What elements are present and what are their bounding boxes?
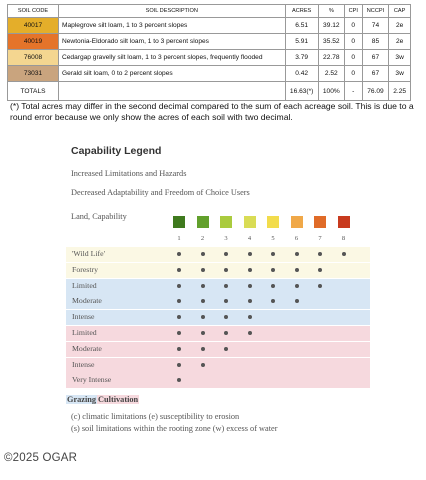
soil-code: 76008 — [8, 50, 59, 66]
legend-row — [66, 279, 370, 294]
soil-nccpi: 67 — [362, 50, 389, 66]
totals-nccpi: 76.09 — [362, 82, 389, 101]
soil-description: Gerald silt loam, 0 to 2 percent slopes — [59, 66, 286, 82]
legend-row — [66, 247, 370, 262]
legend-dot — [201, 363, 205, 367]
soil-table — [7, 4, 411, 101]
capability-class-number: 7 — [318, 235, 322, 242]
soil-nccpi: 67 — [362, 66, 389, 82]
legend-row-label: Limited — [72, 280, 97, 290]
soil-table-header — [8, 5, 411, 18]
legend-dot — [248, 315, 252, 319]
legend-row — [66, 310, 370, 325]
legend-dot — [271, 268, 275, 272]
legend-title: Capability Legend — [71, 145, 162, 157]
grazing-cultivation-key — [66, 395, 139, 404]
legend-row — [66, 326, 370, 341]
soil-acres: 3.79 — [285, 50, 318, 66]
legend-dot — [224, 284, 228, 288]
legend-footnote-soil: (s) soil limitations within the rooting zone (w) excess of water — [71, 424, 278, 433]
capability-class-number: 4 — [247, 235, 252, 242]
legend-dot — [177, 315, 181, 319]
capability-class-number: 5 — [271, 235, 275, 242]
legend-dot — [248, 299, 252, 303]
soil-cap: 3w — [389, 50, 411, 66]
header-percent: % — [318, 5, 344, 18]
legend-row-label: Intense — [72, 312, 95, 322]
capability-class-swatch — [244, 216, 256, 228]
soil-cap: 2e — [389, 18, 411, 34]
totals-row — [8, 82, 411, 101]
legend-dot — [295, 252, 299, 256]
totals-description — [59, 82, 286, 101]
soil-code: 40019 — [8, 34, 59, 50]
capability-class-swatch — [338, 216, 350, 228]
legend-dot — [224, 315, 228, 319]
legend-row — [66, 342, 370, 357]
legend-dot — [177, 268, 181, 272]
capability-class-number: 8 — [341, 235, 346, 242]
soil-cpi: 0 — [344, 50, 362, 66]
legend-dot — [271, 284, 275, 288]
soil-cpi: 0 — [344, 34, 362, 50]
legend-dot — [177, 252, 181, 256]
legend-dot — [201, 252, 205, 256]
capability-class-number: 3 — [224, 235, 228, 242]
soil-row — [8, 66, 411, 82]
legend-dot — [177, 299, 181, 303]
legend-dot — [201, 299, 205, 303]
soil-percent: 35.52 — [318, 34, 344, 50]
legend-dot — [295, 268, 299, 272]
legend-dot — [295, 299, 299, 303]
legend-row-label: Very Intense — [72, 375, 112, 385]
soil-code: 73031 — [8, 66, 59, 82]
header-nccpi: NCCPI — [362, 5, 389, 18]
soil-cap: 2e — [389, 34, 411, 50]
legend-dot — [224, 299, 228, 303]
legend-dot — [318, 252, 322, 256]
legend-row-label: Moderate — [72, 343, 102, 353]
capability-class-swatch — [220, 216, 232, 228]
legend-dot — [342, 252, 346, 256]
soil-row — [8, 50, 411, 66]
legend-adaptability-text: Decreased Adaptability and Freedom of Choice Users — [71, 188, 250, 197]
legend-dot — [224, 347, 228, 351]
header-soil-code: SOIL CODE — [8, 5, 59, 18]
legend-dot — [177, 331, 181, 335]
soil-cap: 3w — [389, 66, 411, 82]
legend-row — [66, 263, 370, 278]
totals-cpi: - — [344, 82, 362, 101]
soil-percent: 39.12 — [318, 18, 344, 34]
legend-row-label: 'Wild Life' — [72, 249, 106, 258]
legend-dot — [177, 363, 181, 367]
capability-class-number: 2 — [200, 235, 205, 242]
legend-dot — [248, 284, 252, 288]
legend-dot — [224, 252, 228, 256]
soil-description: Newtonia-Eldorado silt loam, 1 to 3 percent slopes — [59, 34, 286, 50]
soil-description: Cedargap gravelly silt loam, 1 to 3 percent slopes, frequently flooded — [59, 50, 286, 66]
legend-limitations-text: Increased Limitations and Hazards — [71, 169, 187, 178]
legend-dot — [201, 284, 205, 288]
totals-percent: 100% — [318, 82, 344, 101]
legend-dot — [201, 268, 205, 272]
soil-row — [8, 18, 411, 34]
capability-class-swatch — [267, 216, 279, 228]
legend-dot — [295, 284, 299, 288]
totals-acres: 16.63(*) — [285, 82, 318, 101]
capability-class-swatch — [173, 216, 185, 228]
legend-row — [66, 373, 370, 388]
legend-row-label: Intense — [72, 359, 95, 369]
totals-cap: 2.25 — [389, 82, 411, 101]
legend-dot — [201, 315, 205, 319]
copyright-watermark: ©2025 OGAR — [4, 452, 78, 464]
soil-percent: 22.78 — [318, 50, 344, 66]
soil-cpi: 0 — [344, 18, 362, 34]
legend-row-label: Moderate — [72, 296, 102, 306]
rounding-note: (*) Total acres may differ in the second decimal compared to the sum of each acreage soil. This is due to a round error because we only show the acres of each soil with two decimal. — [10, 101, 414, 122]
soil-cpi: 0 — [344, 66, 362, 82]
legend-dot — [248, 268, 252, 272]
legend-row — [66, 294, 370, 309]
legend-row-label: Forestry — [72, 264, 98, 274]
soil-code: 40017 — [8, 18, 59, 34]
legend-land-capability-label: Land, Capability — [71, 212, 127, 221]
legend-dot — [224, 331, 228, 335]
soil-percent: 2.52 — [318, 66, 344, 82]
capability-class-number: 6 — [294, 235, 299, 242]
legend-dot — [201, 347, 205, 351]
soil-row — [8, 34, 411, 50]
cultivation-label: Cultivation — [98, 395, 139, 404]
capability-class-swatch — [291, 216, 303, 228]
soil-nccpi: 85 — [362, 34, 389, 50]
legend-dot — [248, 252, 252, 256]
legend-dot — [177, 347, 181, 351]
legend-row-label: Limited — [72, 328, 97, 337]
legend-dot — [318, 284, 322, 288]
legend-dot — [177, 378, 181, 382]
totals-label: TOTALS — [8, 82, 59, 101]
capability-legend — [58, 131, 378, 446]
legend-row — [66, 358, 370, 373]
legend-dot — [271, 252, 275, 256]
soil-acres: 0.42 — [285, 66, 318, 82]
legend-footnote-climatic: (c) climatic limitations (e) susceptibility to erosion — [71, 412, 240, 421]
header-acres: ACRES — [285, 5, 318, 18]
grazing-label: Grazing — [67, 395, 97, 404]
capability-class-number: 1 — [177, 235, 181, 242]
legend-dot — [271, 299, 275, 303]
soil-nccpi: 74 — [362, 18, 389, 34]
legend-dot — [224, 268, 228, 272]
header-cap: CAP — [389, 5, 411, 18]
legend-dot — [248, 331, 252, 335]
legend-dot — [201, 331, 205, 335]
soil-description: Maplegrove silt loam, 1 to 3 percent slopes — [59, 18, 286, 34]
capability-class-swatch — [314, 216, 326, 228]
header-cpi: CPI — [344, 5, 362, 18]
legend-dot — [318, 268, 322, 272]
header-soil-description: SOIL DESCRIPTION — [59, 5, 286, 18]
soil-acres: 5.91 — [285, 34, 318, 50]
soil-acres: 6.51 — [285, 18, 318, 34]
capability-class-swatch — [197, 216, 209, 228]
legend-dot — [177, 284, 181, 288]
